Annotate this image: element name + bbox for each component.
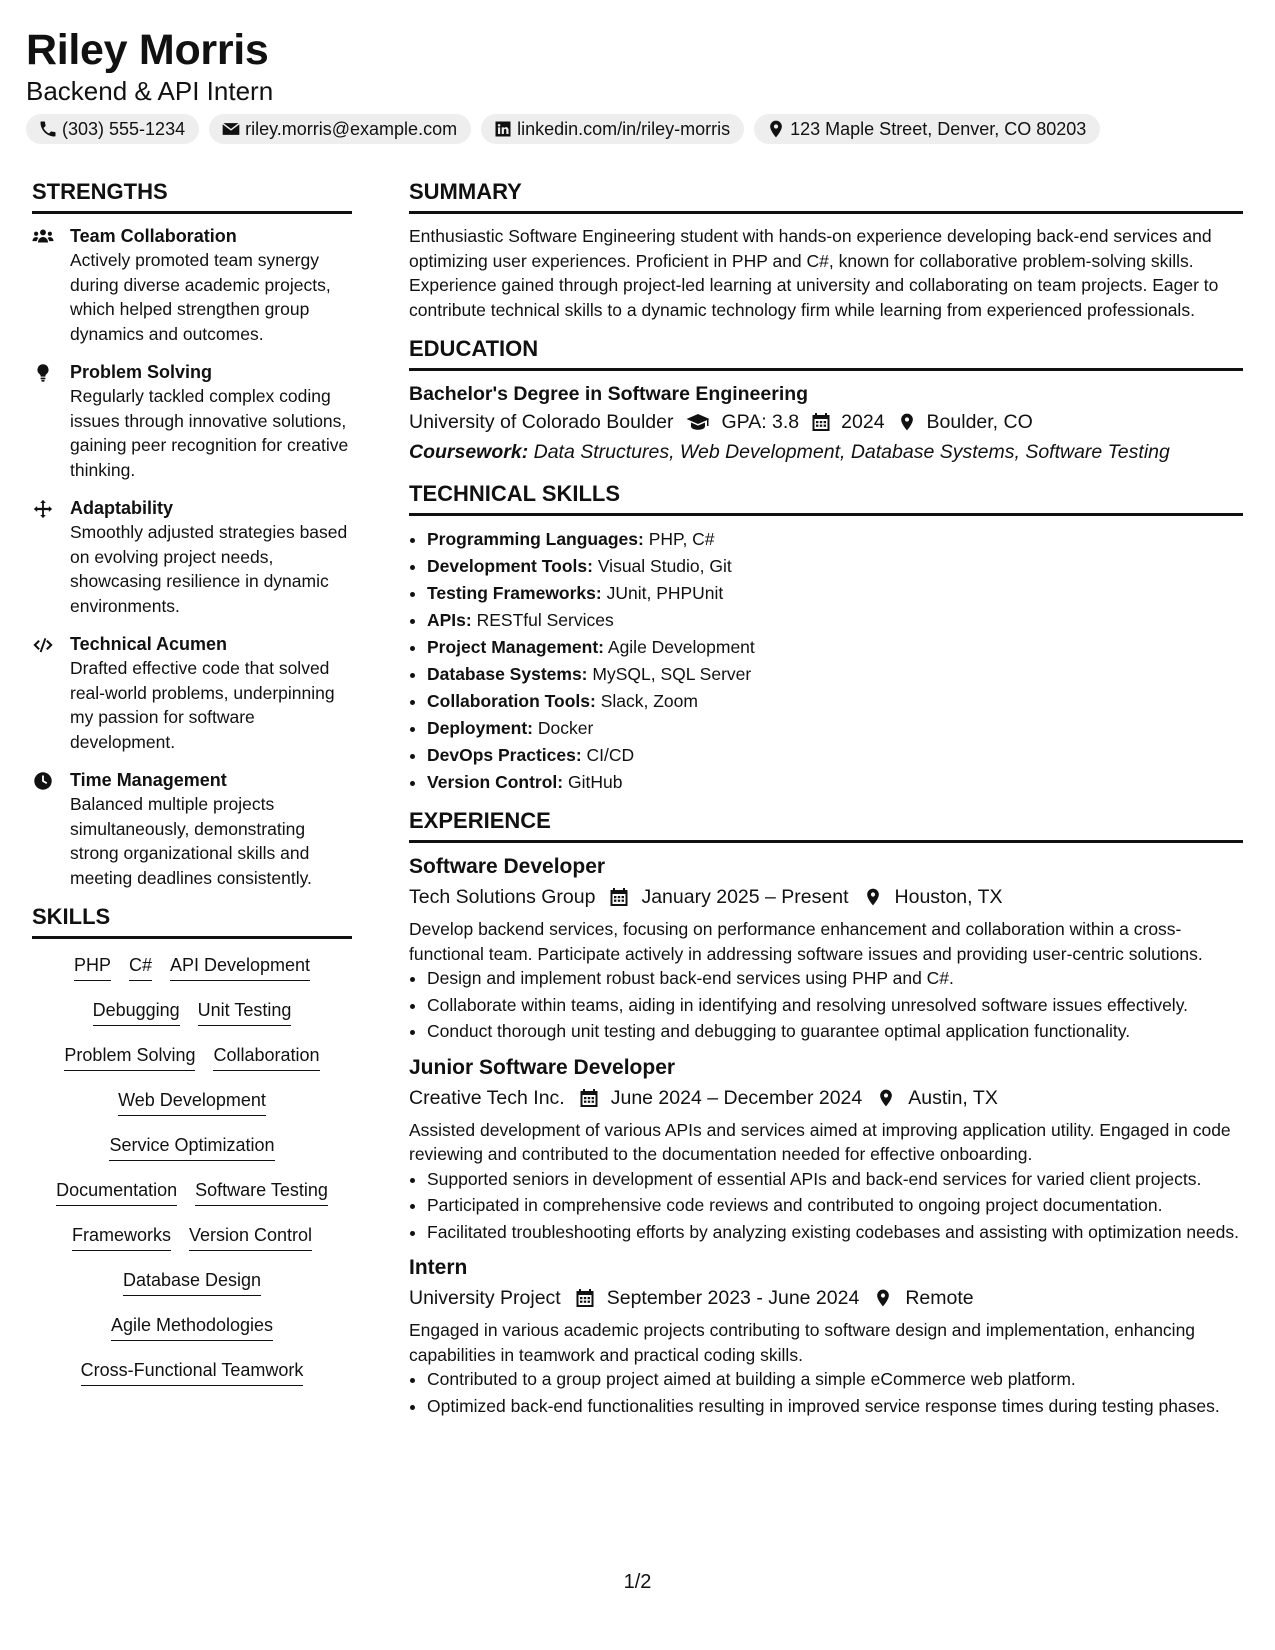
strength-title: Team Collaboration bbox=[70, 226, 237, 246]
year-text: 2024 bbox=[841, 411, 885, 433]
skill-tag: Collaboration bbox=[213, 1043, 319, 1071]
list-item: • Optimized back-end functionalities resulting in improved service response times during testing phases. bbox=[427, 1394, 1243, 1419]
job-dates bbox=[609, 881, 848, 913]
skill-tag: Agile Methodologies bbox=[111, 1313, 273, 1341]
job-location bbox=[863, 881, 1003, 913]
skills-row bbox=[32, 1088, 352, 1133]
calendar-icon bbox=[579, 1088, 599, 1108]
location-pin-icon bbox=[897, 412, 917, 432]
job-dates bbox=[575, 1282, 860, 1314]
job-description: Develop backend services, focusing on performance enhancement and collaboration within a cross-functional team. Participate actively in addressing software issues and providing user-centric solutions. bbox=[409, 919, 1203, 964]
list-item: • Contributed to a group project aimed at building a simple eCommerce web platform. bbox=[427, 1367, 1243, 1392]
contact-email-text: riley.morris@example.com bbox=[245, 119, 458, 139]
education-meta bbox=[409, 407, 1243, 437]
tech-label: Deployment: bbox=[427, 718, 533, 738]
list-item bbox=[427, 715, 1243, 742]
coursework-list: Data Structures, Web Development, Database Systems, Software Testing bbox=[533, 441, 1170, 463]
job-description: Assisted development of various APIs and services aimed at improving application utility. Engaged in code reviewing and contributed to the documentation needed for effective onboarding. bbox=[409, 1119, 1231, 1164]
phone-icon bbox=[38, 119, 58, 139]
tech-value: CI/CD bbox=[586, 745, 635, 765]
skill-tag: Software Testing bbox=[195, 1178, 328, 1206]
skills-heading: SKILLS bbox=[32, 904, 352, 939]
skill-tag: Debugging bbox=[93, 998, 180, 1026]
tech-label: DevOps Practices: bbox=[427, 745, 582, 765]
education-heading: EDUCATION bbox=[409, 336, 1243, 371]
users-icon bbox=[32, 227, 54, 247]
tech-value: Slack, Zoom bbox=[600, 691, 698, 711]
job-meta bbox=[409, 1082, 1243, 1114]
summary-heading: SUMMARY bbox=[409, 179, 1243, 214]
list-item bbox=[427, 607, 1243, 634]
list-item: • Participated in comprehensive code reviews and contributed to ongoing project documentation. bbox=[427, 1193, 1243, 1218]
skills-row bbox=[32, 1268, 352, 1313]
contact-linkedin[interactable] bbox=[481, 114, 744, 144]
list-item bbox=[427, 634, 1243, 661]
tech-value: JUnit, PHPUnit bbox=[606, 583, 724, 603]
tech-value: MySQL, SQL Server bbox=[592, 664, 752, 684]
list-item: • Supported seniors in development of essential APIs and back-end services for varied client projects. bbox=[427, 1167, 1243, 1192]
technical-skills-list bbox=[409, 526, 1243, 796]
skills-row bbox=[32, 1223, 352, 1268]
candidate-name: Riley Morris bbox=[26, 26, 269, 74]
tech-label: Database Systems: bbox=[427, 664, 588, 684]
location-pin-icon bbox=[873, 1288, 893, 1308]
list-item bbox=[427, 553, 1243, 580]
technical-skills-heading: TECHNICAL SKILLS bbox=[409, 481, 1243, 516]
skills-row bbox=[32, 1313, 352, 1358]
job-location bbox=[876, 1082, 998, 1114]
job-meta bbox=[409, 1282, 1243, 1314]
list-item bbox=[427, 526, 1243, 553]
skill-tag: Frameworks bbox=[72, 1223, 171, 1251]
job-location bbox=[873, 1282, 973, 1314]
list-item bbox=[427, 769, 1243, 796]
gpa-text: GPA: 3.8 bbox=[721, 411, 800, 433]
job-description: Engaged in various academic projects contributing to software design and implementation, enhancing capabilities in teamwork and practical coding skills. bbox=[409, 1320, 1196, 1365]
tech-label: Testing Frameworks: bbox=[427, 583, 602, 603]
location-text: Houston, TX bbox=[894, 886, 1003, 908]
location-text: Remote bbox=[905, 1287, 974, 1309]
list-item: • Facilitated troubleshooting efforts by analyzing existing codebases and assisting with optimization needs. bbox=[427, 1220, 1243, 1245]
calendar-icon bbox=[609, 887, 629, 907]
strengths-heading: STRENGTHS bbox=[32, 179, 352, 214]
job-dates bbox=[579, 1082, 863, 1114]
skills-row bbox=[32, 998, 352, 1043]
job-title: Junior Software Developer bbox=[409, 1055, 676, 1079]
location-text: Boulder, CO bbox=[926, 411, 1033, 433]
strength-item bbox=[32, 360, 352, 482]
right-column bbox=[409, 179, 1243, 1428]
list-item: • Conduct thorough unit testing and debugging to guarantee optimal application functionality. bbox=[427, 1019, 1243, 1044]
graduation-year bbox=[811, 407, 884, 437]
skill-tag: Service Optimization bbox=[109, 1133, 274, 1161]
clock-icon bbox=[32, 771, 54, 791]
strength-desc: Regularly tackled complex coding issues through innovative solutions, gaining peer recognition for creative thinking. bbox=[70, 386, 349, 480]
job-bullets bbox=[409, 1367, 1243, 1418]
experience-heading: EXPERIENCE bbox=[409, 808, 1243, 843]
list-item bbox=[427, 661, 1243, 688]
dates-text: September 2023 - June 2024 bbox=[606, 1287, 860, 1309]
school-name bbox=[409, 407, 673, 437]
skill-tag: API Development bbox=[170, 953, 310, 981]
contact-address[interactable] bbox=[754, 114, 1100, 144]
dates-text: January 2025 – Present bbox=[641, 886, 849, 908]
dates-text: June 2024 – December 2024 bbox=[610, 1086, 863, 1109]
candidate-title: Backend & API Intern bbox=[26, 76, 274, 106]
school-text: University of Colorado Boulder bbox=[409, 411, 674, 433]
skill-tag: Database Design bbox=[123, 1268, 261, 1296]
skills-row bbox=[32, 1043, 352, 1088]
company-text: University Project bbox=[409, 1287, 561, 1309]
contact-address-text: 123 Maple Street, Denver, CO 80203 bbox=[790, 119, 1087, 139]
gpa bbox=[685, 407, 799, 437]
company-name bbox=[409, 1282, 561, 1314]
tech-value: Docker bbox=[537, 718, 594, 738]
job-entry bbox=[409, 1054, 1243, 1245]
list-item bbox=[427, 742, 1243, 769]
company-text: Tech Solutions Group bbox=[409, 886, 596, 908]
skills-tags bbox=[32, 953, 352, 1403]
linkedin-icon bbox=[493, 119, 513, 139]
tech-label: Project Management: bbox=[427, 637, 604, 657]
calendar-icon bbox=[575, 1288, 595, 1308]
tech-value: Agile Development bbox=[607, 637, 755, 657]
strength-item bbox=[32, 632, 352, 754]
tech-value: GitHub bbox=[568, 772, 623, 792]
skills-row bbox=[32, 1358, 352, 1403]
skill-tag: Cross-Functional Teamwork bbox=[81, 1358, 304, 1386]
job-bullets bbox=[409, 966, 1243, 1044]
list-item bbox=[427, 688, 1243, 715]
contact-phone-text: (303) 555-1234 bbox=[62, 119, 186, 139]
coursework bbox=[409, 437, 1243, 467]
tech-label: Development Tools: bbox=[427, 556, 593, 576]
strength-desc: Balanced multiple projects simultaneously, demonstrating strong organizational skills and meeting deadlines consistently. bbox=[70, 794, 312, 888]
skills-row bbox=[32, 953, 352, 998]
skill-tag: Version Control bbox=[189, 1223, 312, 1251]
list-item: • Design and implement robust back-end services using PHP and C#. bbox=[427, 966, 1243, 991]
resume-header bbox=[26, 24, 1249, 144]
strength-item bbox=[32, 496, 352, 618]
strength-desc: Drafted effective code that solved real-world problems, underpinning my passion for software development. bbox=[70, 658, 335, 752]
strength-title: Problem Solving bbox=[70, 362, 213, 382]
contact-bar bbox=[26, 114, 1249, 144]
company-name bbox=[409, 881, 595, 913]
envelope-icon bbox=[221, 119, 241, 139]
contact-linkedin-text: linkedin.com/in/riley-morris bbox=[517, 119, 731, 139]
tech-label: Collaboration Tools: bbox=[427, 691, 596, 711]
strength-title: Technical Acumen bbox=[70, 634, 228, 654]
job-bullets bbox=[409, 1167, 1243, 1245]
skill-tag: Problem Solving bbox=[64, 1043, 195, 1071]
strength-item bbox=[32, 224, 352, 346]
job-title: Software Developer bbox=[409, 855, 606, 878]
job-meta bbox=[409, 881, 1243, 913]
contact-email[interactable] bbox=[209, 114, 471, 144]
location-pin-icon bbox=[766, 119, 786, 139]
tech-value: RESTful Services bbox=[476, 610, 614, 630]
tech-value: Visual Studio, Git bbox=[597, 556, 732, 576]
skill-tag: Unit Testing bbox=[198, 998, 292, 1026]
list-item: • Collaborate within teams, aiding in identifying and resolving unresolved software issues effectively. bbox=[427, 993, 1243, 1018]
strength-title: Adaptability bbox=[70, 498, 174, 518]
skill-tag: Web Development bbox=[118, 1088, 266, 1116]
company-name bbox=[409, 1082, 565, 1114]
skills-row bbox=[32, 1178, 352, 1223]
job-entry bbox=[409, 853, 1243, 1044]
strength-desc: Smoothly adjusted strategies based on evolving project needs, showcasing resilience in dynamic environments. bbox=[70, 522, 348, 616]
skill-tag: C# bbox=[129, 953, 152, 981]
tech-label: Version Control: bbox=[427, 772, 564, 792]
left-column bbox=[32, 179, 352, 1403]
lightbulb-icon bbox=[32, 363, 54, 383]
skill-tag: PHP bbox=[74, 953, 111, 981]
code-icon bbox=[32, 635, 54, 655]
skills-row bbox=[32, 1133, 352, 1178]
degree-title: Bachelor's Degree in Software Engineering bbox=[409, 383, 809, 405]
tech-label: APIs: bbox=[427, 610, 472, 630]
tech-label: Programming Languages: bbox=[427, 529, 644, 549]
contact-phone[interactable] bbox=[26, 114, 199, 144]
page-number: 1/2 bbox=[623, 1571, 652, 1593]
job-title: Intern bbox=[409, 1256, 468, 1279]
tech-value: PHP, C# bbox=[648, 529, 715, 549]
coursework-label: Coursework: bbox=[409, 441, 529, 463]
school-location bbox=[897, 407, 1033, 437]
job-entry bbox=[409, 1254, 1243, 1418]
summary-text: Enthusiastic Software Engineering student with hands-on experience developing back-end services and optimizing user experiences. Proficient in PHP and C#, known for collaborative problem-solving skills. Experience gained through project-led learning at university and collaborating on team projects. Eager to contribute technical skills to a dynamic technology firm while learning from experienced professionals. bbox=[409, 226, 1219, 320]
strength-title: Time Management bbox=[70, 770, 227, 790]
arrows-move-icon bbox=[32, 499, 54, 519]
location-pin-icon bbox=[876, 1088, 896, 1108]
location-pin-icon bbox=[863, 887, 883, 907]
company-text: Creative Tech Inc. bbox=[409, 1086, 565, 1109]
calendar-icon bbox=[811, 412, 831, 432]
skill-tag: Documentation bbox=[56, 1178, 177, 1206]
strength-item bbox=[32, 768, 352, 890]
list-item bbox=[427, 580, 1243, 607]
graduation-cap-icon bbox=[685, 412, 711, 432]
strength-desc: Actively promoted team synergy during diverse academic projects, which helped strengthen group dynamics and outcomes. bbox=[70, 250, 331, 344]
location-text: Austin, TX bbox=[908, 1086, 998, 1109]
